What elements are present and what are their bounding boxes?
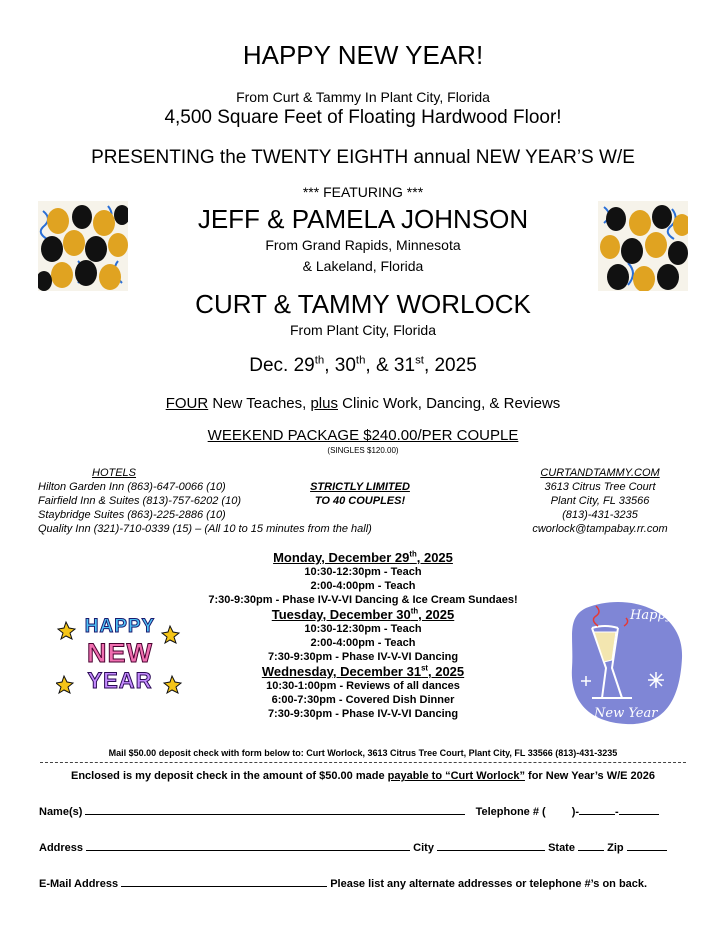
caller-2-from: From Plant City, Florida <box>290 322 436 338</box>
page-title: HAPPY NEW YEAR! <box>242 40 484 70</box>
featuring-line: *** FEATURING *** <box>302 184 424 200</box>
champagne-graphic: Happy New Year <box>566 598 688 730</box>
schedule-day-heading: Monday, December 29th, 2025 <box>273 549 453 565</box>
contact-email[interactable]: cworlock@tampabay.rr.com <box>532 523 668 535</box>
event-dates: Dec. 29th, 30th, & 31st, 2025 <box>249 354 477 376</box>
contact-city: Plant City, FL 33566 <box>550 495 650 507</box>
form-row-names: Name(s) Telephone # ( )- - <box>39 804 659 818</box>
schedule-item: 7:30-9:30pm - Phase IV-V-VI Dancing <box>267 651 459 663</box>
area-code-field[interactable] <box>546 805 572 815</box>
teaches-line: FOUR New Teaches, plus Clinic Work, Dancing, & Reviews <box>165 395 561 412</box>
caller-2-name: CURT & TAMMY WORLOCK <box>195 289 531 319</box>
website-link[interactable]: CURTANDTAMMY.COM <box>540 467 660 479</box>
presenting-line: PRESENTING the TWENTY EIGHTH annual NEW YEAR’S W/E <box>91 147 635 168</box>
schedule-item: 10:30-12:30pm - Teach <box>304 623 422 635</box>
hotel-item: Hilton Garden Inn (863)-647-0066 (10) <box>38 481 226 493</box>
phone-number-field[interactable] <box>619 804 659 815</box>
state-field[interactable] <box>578 840 604 851</box>
from-line: From Curt & Tammy In Plant City, Florida <box>236 89 490 105</box>
email-label: E-Mail Address <box>39 878 119 890</box>
schedule-item: 10:30-1:00pm - Reviews of all dances <box>266 680 460 692</box>
city-field[interactable] <box>437 840 545 851</box>
address-label: Address <box>39 842 84 854</box>
state-label: State <box>548 842 575 854</box>
zip-label: Zip <box>607 842 624 854</box>
floor-line: 4,500 Square Feet of Floating Hardwood Floor! <box>164 107 562 128</box>
names-label: Name(s) <box>39 806 83 818</box>
happy-new-year-graphic: HAPPY NEW YEAR <box>56 614 184 698</box>
schedule-item: 2:00-4:00pm - Teach <box>310 580 416 592</box>
caller-1-name: JEFF & PAMELA JOHNSON <box>197 204 529 234</box>
email-field[interactable] <box>121 876 327 887</box>
limit-notice: STRICTLY LIMITED TO 40 COUPLES! <box>310 481 410 507</box>
schedule-item: 2:00-4:00pm - Teach <box>310 637 416 649</box>
contact-section <box>500 466 700 536</box>
city-label: City <box>413 842 434 854</box>
enclosed-statement: Enclosed is my deposit check in the amount of $50.00 made payable to “Curt Worlock” for New Year’s W/E 2026 <box>70 770 655 782</box>
contact-phone: (813)-431-3235 <box>562 509 638 521</box>
weekend-package: WEEKEND PACKAGE $240.00/PER COUPLE <box>207 427 519 444</box>
hotel-item: Staybridge Suites (863)-225-2886 (10) <box>38 509 226 521</box>
schedule-item: 10:30-12:30pm - Teach <box>304 566 422 578</box>
caller-1-from-line1: From Grand Rapids, Minnesota <box>265 237 461 253</box>
schedule-day-heading: Wednesday, December 31st, 2025 <box>261 663 465 679</box>
names-field[interactable] <box>85 804 465 815</box>
schedule-day-heading: Tuesday, December 30th, 2025 <box>271 606 455 622</box>
telephone-label: Telephone # ( <box>475 806 546 818</box>
schedule-item: 7:30-9:30pm - Phase IV-V-VI Dancing <box>267 708 459 720</box>
form-row-address <box>39 840 667 854</box>
hotel-item: Fairfield Inn & Suites (813)-757-6202 (10) <box>38 495 241 507</box>
zip-field[interactable] <box>627 840 667 851</box>
hotels-header: HOTELS <box>92 467 137 479</box>
schedule-item: 7:30-9:30pm - Phase IV-V-VI Dancing & Ice Cream Sundaes! <box>208 594 518 606</box>
cut-line-divider <box>40 762 686 763</box>
contact-street: 3613 Citrus Tree Court <box>544 481 656 493</box>
hotel-item: Quality Inn (321)-710-0339 (15) – (All 10 to 15 minutes from the hall) <box>38 523 372 535</box>
address-field[interactable] <box>86 840 410 851</box>
phone-prefix-field[interactable] <box>579 804 615 815</box>
schedule-item: 6:00-7:30pm - Covered Dish Dinner <box>271 694 455 706</box>
form-row-email <box>39 876 647 890</box>
caller-1-from-line2: & Lakeland, Florida <box>302 258 424 274</box>
mail-instructions: Mail $50.00 deposit check with form below to: Curt Worlock, 3613 Citrus Tree Court, Plant City, FL 33566 (813)-431-3235 <box>108 748 618 758</box>
singles-price: (SINGLES $120.00) <box>327 446 399 455</box>
alternate-note: Please list any alternate addresses or telephone #’s on back. <box>330 878 648 890</box>
